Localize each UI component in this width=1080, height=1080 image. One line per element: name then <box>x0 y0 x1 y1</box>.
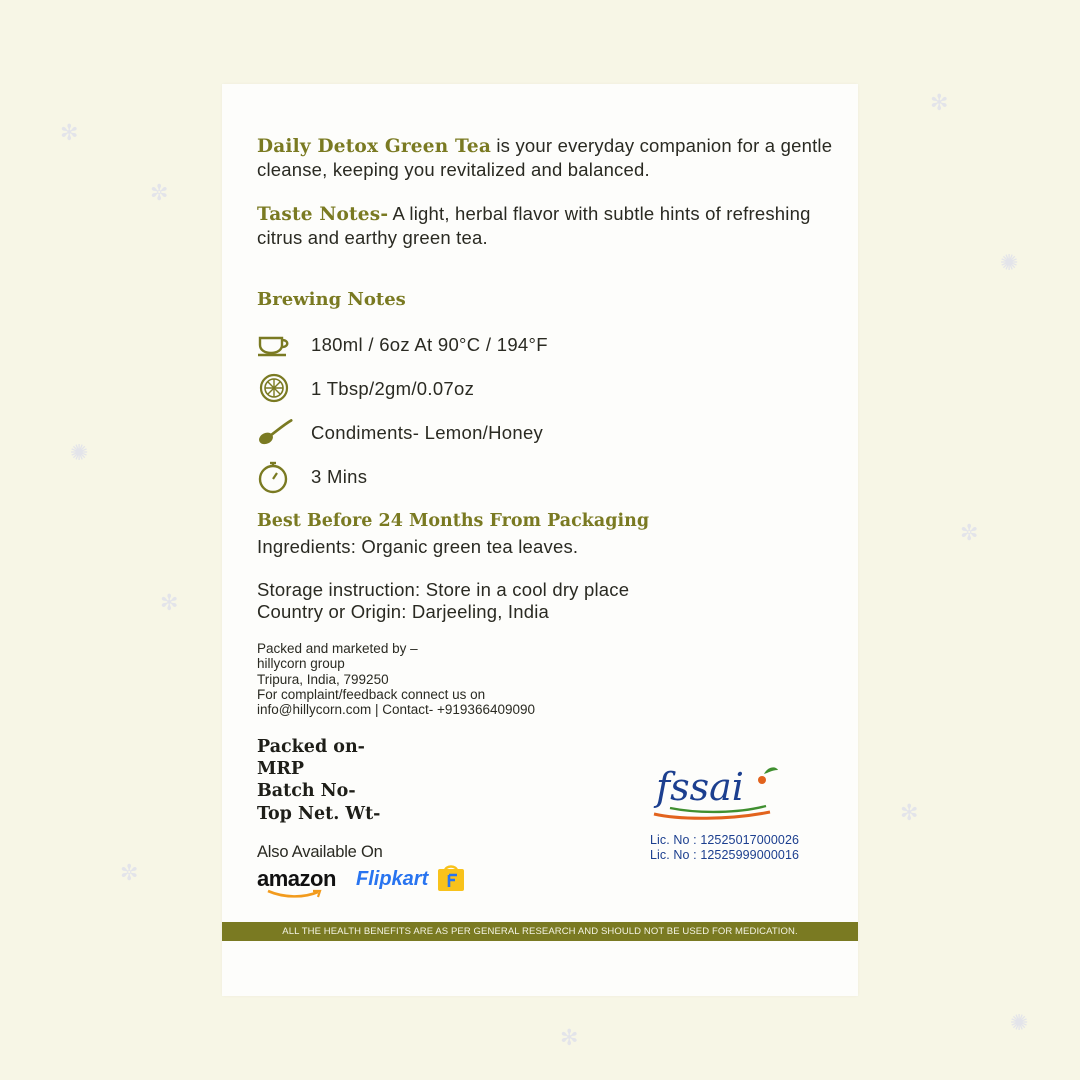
packing-labels <box>257 736 380 825</box>
disclaimer-text: ALL THE HEALTH BENEFITS ARE AS PER GENERAL RESEARCH AND SHOULD NOT BE USED FOR MEDICATION. <box>282 926 798 937</box>
brew-row-condiments <box>257 416 543 450</box>
brewing-notes-title: Brewing Notes <box>257 289 406 310</box>
best-before-heading: Best Before 24 Months From Packaging <box>257 511 650 531</box>
intro-text: is your everyday companion for a gentle cleanse, keeping you revitalized and balanced. <box>257 135 833 180</box>
packed-by-block <box>257 641 535 717</box>
brew-condiments-text: Condiments- Lemon/Honey <box>311 422 544 443</box>
packed-on-label: Packed on- <box>257 737 365 757</box>
company-name: hillycorn group <box>257 656 345 672</box>
taste-notes-paragraph <box>257 202 837 249</box>
disclaimer-bar <box>222 922 858 941</box>
fssai-logo-text: fssai <box>656 765 744 809</box>
amazon-smile-icon <box>266 889 326 899</box>
brew-row-water <box>257 328 548 362</box>
company-address: Tripura, India, 799250 <box>257 671 389 687</box>
background-flake-icon: ✼ <box>960 520 979 545</box>
packed-by-line: Packed and marketed by – <box>257 641 418 656</box>
batch-no-label: Batch No- <box>257 781 356 802</box>
feedback-line: For complaint/feedback connect us on <box>257 686 486 702</box>
background-flake-icon: ✺ <box>1000 250 1019 275</box>
fssai-license-1: Lic. No : 12525017000026 <box>650 833 800 847</box>
background-flake-icon: ✻ <box>160 590 179 615</box>
lemon-slice-icon <box>257 372 293 406</box>
intro-paragraph <box>257 134 837 181</box>
ingredients-text: Ingredients: Organic green tea leaves. <box>257 536 579 557</box>
background-flake-icon: ✼ <box>150 180 169 205</box>
background-flake-icon: ✻ <box>930 90 949 115</box>
brew-row-time <box>257 460 367 494</box>
product-info-card <box>222 84 858 996</box>
fssai-license-2: Lic. No : 12525999000016 <box>650 848 800 862</box>
amazon-logo: amazon <box>257 866 336 891</box>
flipkart-logo: Flipkart <box>356 868 429 890</box>
spoon-icon <box>257 416 293 450</box>
also-available-title: Also Available On <box>257 843 383 861</box>
taste-notes-label: Taste Notes- <box>257 204 389 225</box>
teacup-icon <box>257 328 293 362</box>
background-flake-icon: ✼ <box>120 860 139 885</box>
flipkart-bag-icon <box>436 863 466 893</box>
background-flake-icon: ✻ <box>900 800 919 825</box>
contact-line: info@hillycorn.com | Contact- +919366409090 <box>257 702 536 718</box>
country-of-origin-text: Country or Origin: Darjeeling, India <box>257 601 550 622</box>
brew-row-quantity <box>257 372 474 406</box>
background-flake-icon: ✺ <box>1010 1010 1029 1035</box>
mrp-label: MRP <box>257 759 305 780</box>
background-flake-icon: ✺ <box>70 440 89 465</box>
taste-notes-text: A light, herbal flavor with subtle hints of refreshing citrus and earthy green tea. <box>257 203 811 248</box>
brew-time-text: 3 Mins <box>311 466 368 487</box>
storage-text: Storage instruction: Store in a cool dry place <box>257 579 630 600</box>
product-name: Daily Detox Green Tea <box>257 136 492 157</box>
stopwatch-icon <box>257 460 293 494</box>
background-flake-icon: ✻ <box>60 120 79 145</box>
brew-water-text: 180ml / 6oz At 90°C / 194°F <box>311 334 548 355</box>
brew-quantity-text: 1 Tbsp/2gm/0.07oz <box>311 378 475 399</box>
fssai-logo <box>650 764 790 822</box>
background-flake-icon: ✻ <box>560 1025 579 1050</box>
net-weight-label: Top Net. Wt- <box>257 803 381 824</box>
